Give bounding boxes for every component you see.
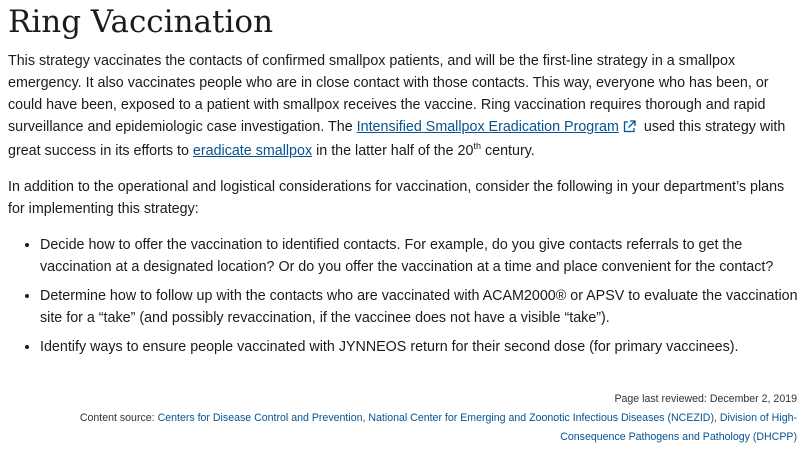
eradicate-smallpox-link[interactable]: eradicate smallpox (192, 143, 313, 159)
intro-paragraph (8, 50, 799, 162)
list-item: • Decide how to offer the vaccination to identified contacts. For example, do you give contacts referrals to get the vaccination at a designated location? Or do you offer the vaccination at a time and place convenient for the contact? (40, 234, 799, 278)
page-title: Ring Vaccination (8, 4, 274, 40)
content-source-label: Content source: (79, 412, 155, 424)
intro-text-continued: used this strategy with great success in its efforts to (8, 119, 786, 159)
content-source-line-2 (7, 428, 797, 447)
content-source-link-continued[interactable]: Consequence Pathogens and Pathology (DHCPP) (560, 431, 797, 443)
intro-text-end: century. (484, 143, 535, 159)
content-source-line (7, 409, 797, 428)
intensified-smallpox-eradication-program-link[interactable]: Intensified Smallpox Eradication Program (356, 119, 619, 135)
last-reviewed-date: Page last reviewed: December 2, 2019 (614, 393, 797, 405)
superscript-th: th (473, 141, 481, 151)
intro-text-century: in the latter half of the 20 (316, 143, 474, 159)
page (0, 2, 807, 450)
external-link-icon[interactable] (623, 118, 636, 140)
content-source-link[interactable]: Centers for Disease Control and Prevention, National Center for Emerging and Zoonotic Infectious Diseases (NCEZID), Division of High- (157, 412, 797, 424)
list-item: • Determine how to follow up with the contacts who are vaccinated with ACAM2000® or APSV to evaluate the vaccination site for a “take” (and possibly revaccination, if the vaccinee does not have a visible “take”). (40, 285, 799, 329)
intro-text: This strategy vaccinates the contacts of confirmed smallpox patients, and will be the first-line strategy in a smallpox emergency. It also vaccinates people who are in close contact with those contacts. This way, everyone who has been, or could have been, exposed to a patient with smallpox receives the vaccine. Ring vaccination requires thorough and rapid surveillance and epidemiologic case investigation. The (8, 53, 769, 135)
list-item: • Identify ways to ensure people vaccinated with JYNNEOS return for their second dose (for primary vaccinees). (40, 336, 799, 358)
page-footer (7, 390, 797, 447)
considerations-paragraph: In addition to the operational and logistical considerations for vaccination, consider the following in your department’s plans for implementing this strategy: (8, 179, 785, 217)
considerations-list (8, 234, 799, 358)
